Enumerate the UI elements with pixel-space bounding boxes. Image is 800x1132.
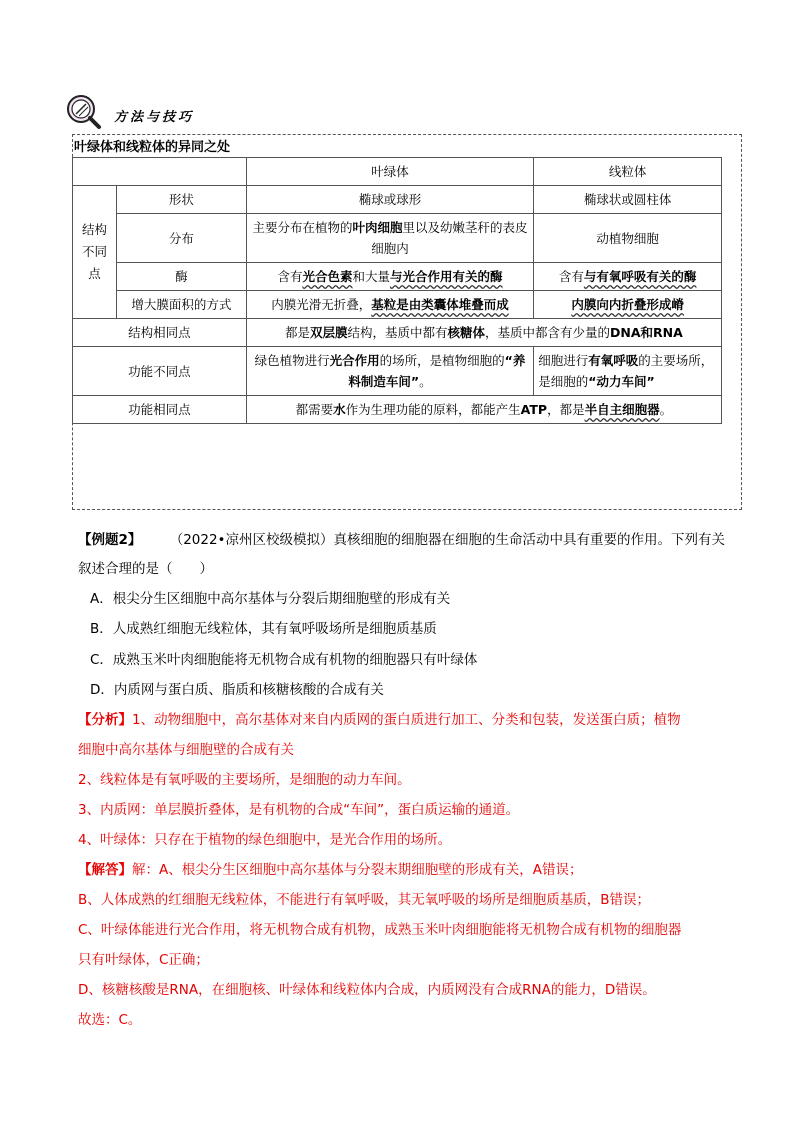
analysis-label: 【分析】 bbox=[78, 712, 132, 728]
table-row bbox=[73, 319, 722, 347]
row-label: 功能不同点 bbox=[73, 347, 247, 396]
section-title: 叶绿体和线粒体的异同之处 bbox=[74, 140, 231, 155]
table-row bbox=[73, 186, 722, 214]
table-cell: 椭球状或圆柱体 bbox=[534, 186, 722, 214]
comparison-table bbox=[72, 157, 722, 424]
col-header-chloroplast: 叶绿体 bbox=[246, 158, 534, 186]
analysis-line-4: 3、内质网：单层膜折叠体，是有机物的合成“车间”，蛋白质运输的通道。 bbox=[78, 802, 520, 818]
table-cell: 主要分布在植物的叶肉细胞里以及幼嫩茎秆的表皮细胞内 bbox=[246, 214, 534, 263]
magnifier-icon bbox=[64, 92, 102, 130]
header-title: 方法与技巧 bbox=[114, 110, 195, 125]
table-cell: 绿色植物进行光合作用的场所，是植物细胞的“养料制造车间”。 bbox=[246, 347, 534, 396]
table-cell: 内膜光滑无折叠，基粒是由类囊体堆叠而成 bbox=[246, 291, 534, 319]
answer-label: 【解答】 bbox=[78, 862, 132, 878]
row-label: 分布 bbox=[116, 214, 246, 263]
table-row bbox=[73, 347, 722, 396]
table-cell: 动植物细胞 bbox=[534, 214, 722, 263]
example-label: 【例题2】 bbox=[78, 532, 142, 548]
table-row bbox=[73, 396, 722, 424]
option-a: A．根尖分生区细胞中高尔基体与分裂后期细胞壁的形成有关 bbox=[90, 591, 451, 607]
question-stem-line-1: 【例题2】 （2022•凉州区校级模拟）真核细胞的细胞器在细胞的生命活动中具有重要的作用。下列有关 bbox=[78, 532, 726, 548]
analysis-line-2: 细胞中高尔基体与细胞壁的合成有关 bbox=[78, 742, 294, 758]
answer-line-4: 只有叶绿体，C正确； bbox=[78, 952, 209, 968]
table-row bbox=[73, 263, 722, 291]
row-label: 增大膜面积的方式 bbox=[116, 291, 246, 319]
option-d: D．内质网与蛋白质、脂质和核糖核酸的合成有关 bbox=[90, 682, 384, 698]
table-cell: 含有光合色素和大量与光合作用有关的酶 bbox=[246, 263, 534, 291]
answer-line-1: 【解答】解：A、根尖分生区细胞中高尔基体与分裂末期细胞壁的形成有关，A错误； bbox=[78, 862, 583, 878]
analysis-line-3: 2、线粒体是有氧呼吸的主要场所，是细胞的动力车间。 bbox=[78, 772, 411, 788]
answer-line-6: 故选：C。 bbox=[78, 1012, 142, 1028]
answer-line-5: D、核糖核酸是RNA，在细胞核、叶绿体和线粒体内合成，内质网没有合成RNA的能力，D错误。 bbox=[78, 982, 656, 998]
row-label: 功能相同点 bbox=[73, 396, 247, 424]
row-label: 结构相同点 bbox=[73, 319, 247, 347]
table-cell: 都需要水作为生理功能的原料，都能产生ATP，都是半自主细胞器。 bbox=[246, 396, 721, 424]
answer-line-2: B、人体成熟的红细胞无线粒体，不能进行有氧呼吸，其无氧呼吸的场所是细胞质基质，B错误； bbox=[78, 892, 651, 908]
table-cell: 椭球或球形 bbox=[246, 186, 534, 214]
table-header-row bbox=[73, 158, 722, 186]
analysis-line-1: 【分析】1、动物细胞中，高尔基体对来自内质网的蛋白质进行加工、分类和包装，发送蛋白质；植物 bbox=[78, 712, 681, 728]
table-cell: 细胞进行有氧呼吸的主要场所，是细胞的“动力车间” bbox=[534, 347, 722, 396]
option-c: C．成熟玉米叶肉细胞能将无机物合成有机物的细胞器只有叶绿体 bbox=[90, 652, 478, 668]
table-row bbox=[73, 291, 722, 319]
group-label: 结构不同点 bbox=[73, 186, 117, 319]
table-cell: 内膜向内折叠形成嵴 bbox=[534, 291, 722, 319]
col-header-mitochondria: 线粒体 bbox=[534, 158, 722, 186]
row-label: 酶 bbox=[116, 263, 246, 291]
question-stem-line-2: 叙述合理的是（ ） bbox=[78, 561, 213, 577]
option-b: B．人成熟红细胞无线粒体，其有氧呼吸场所是细胞质基质 bbox=[90, 621, 437, 637]
table-row bbox=[73, 214, 722, 263]
answer-line-3: C、叶绿体能进行光合作用，将无机物合成有机物，成熟玉米叶肉细胞能将无机物合成有机物的细胞器 bbox=[78, 922, 682, 938]
table-cell: 都是双层膜结构，基质中都有核糖体，基质中都含有少量的DNA和RNA bbox=[246, 319, 721, 347]
row-label: 形状 bbox=[116, 186, 246, 214]
analysis-line-5: 4、叶绿体：只存在于植物的绿色细胞中，是光合作用的场所。 bbox=[78, 832, 452, 848]
table-cell: 含有与有氧呼吸有关的酶 bbox=[534, 263, 722, 291]
